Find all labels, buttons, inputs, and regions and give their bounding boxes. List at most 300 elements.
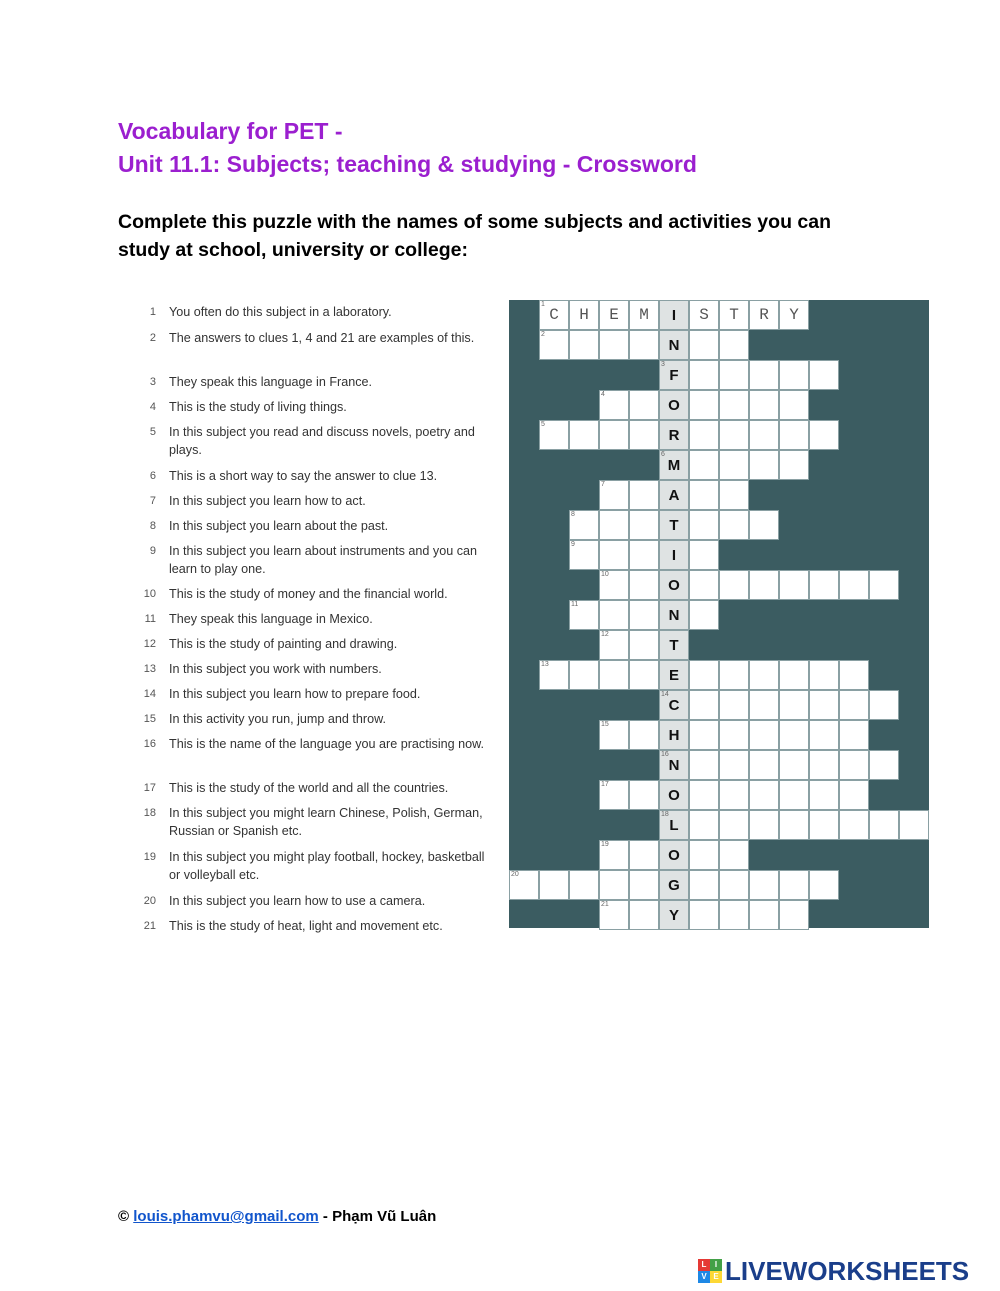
crossword-cell-vertical[interactable] [660,841,688,869]
crossword-letter [630,901,658,929]
crossword-letter [570,511,598,539]
logo-mark-square: I [710,1259,722,1271]
crossword-cell[interactable] [540,661,568,689]
crossword-cell[interactable] [720,691,748,719]
crossword-cell[interactable] [750,871,778,899]
crossword-cell[interactable] [810,781,838,809]
crossword-letter [870,751,898,779]
crossword-cell[interactable] [780,811,808,839]
crossword-cell[interactable] [870,811,898,839]
crossword-cell[interactable] [750,811,778,839]
crossword-cell[interactable] [720,571,748,599]
clue-text: In this subject you might play football, hockey, basketball or volleyball etc. [169,850,485,882]
crossword-cell[interactable] [840,781,868,809]
crossword-letter [540,871,568,899]
crossword-letter [600,331,628,359]
crossword-letter [570,661,598,689]
crossword-letter [810,421,838,449]
crossword-letter [570,871,598,899]
crossword-cell[interactable] [780,901,808,929]
crossword-cell[interactable] [600,541,628,569]
crossword-cell[interactable] [600,301,628,329]
crossword-cell[interactable] [630,481,658,509]
clue-number: 11 [144,613,156,625]
crossword-letter [720,841,748,869]
crossword-vertical-letter: I [671,547,677,564]
clue-text: The answers to clues 1, 4 and 21 are examples of this. [169,331,475,345]
crossword-cell[interactable] [690,751,718,779]
crossword-letter [780,691,808,719]
crossword-cell[interactable] [630,301,658,329]
crossword-cell-vertical[interactable] [660,421,688,449]
crossword-cell-vertical[interactable] [660,361,688,389]
crossword-cell[interactable] [540,421,568,449]
crossword-cell[interactable] [570,511,598,539]
crossword-clue-number: 15 [601,721,609,728]
crossword-cell[interactable] [570,601,598,629]
crossword-cell[interactable] [630,511,658,539]
crossword-vertical-letter: N [668,607,680,624]
crossword-cell[interactable] [870,571,898,599]
crossword-cell[interactable] [540,871,568,899]
crossword-clue-number: 16 [661,751,669,758]
crossword-cell-vertical[interactable] [660,511,688,539]
clue-number: 21 [143,920,156,932]
page-title-line-2: Unit 11.1: Subjects; teaching & studying - Crossword [118,151,697,177]
crossword-cell[interactable] [720,781,748,809]
crossword-letter [540,661,568,689]
crossword-cell[interactable] [690,841,718,869]
clue-number: 1 [149,306,156,318]
crossword-clue-number: 18 [661,811,669,818]
crossword-letter [810,721,838,749]
crossword-cell[interactable] [720,661,748,689]
clue-text: In this subject you learn about instruments and you can learn to play one. [169,544,478,576]
crossword-vertical-letter: A [668,487,680,504]
clue-text: In this subject you work with numbers. [169,662,382,676]
crossword-letter [840,781,868,809]
crossword-letter [690,361,718,389]
crossword-clue-number: 4 [601,391,605,398]
crossword-letter [570,601,598,629]
crossword-cell[interactable] [720,511,748,539]
clue-text: In this activity you run, jump and throw. [169,712,386,726]
crossword-letter: C [549,306,559,324]
crossword-letter [600,511,628,539]
crossword-letter [690,331,718,359]
crossword-cell[interactable] [750,691,778,719]
crossword-letter [720,751,748,779]
clue-text: This is the name of the language you are practising now. [169,737,485,751]
crossword-letter [900,811,928,839]
crossword-cell[interactable] [870,751,898,779]
crossword-cell-vertical[interactable] [660,301,688,329]
clue-text: This is the study of the world and all the countries. [169,781,449,795]
crossword-cell[interactable] [690,601,718,629]
crossword-cell[interactable] [810,361,838,389]
crossword-letter: M [639,306,649,324]
crossword-cell[interactable] [570,421,598,449]
crossword-cell[interactable] [570,661,598,689]
crossword-cell[interactable] [810,751,838,779]
clue-number: 3 [149,376,156,388]
crossword-cell[interactable] [600,661,628,689]
clue-text: In this subject you learn how to prepare food. [169,687,421,701]
crossword-letter [870,691,898,719]
crossword-letter [810,571,838,599]
crossword-cell[interactable] [600,781,628,809]
crossword-cell[interactable] [630,421,658,449]
crossword-cell[interactable] [600,511,628,539]
crossword-vertical-letter: N [668,757,680,774]
crossword-cell[interactable] [810,661,838,689]
crossword-letter: S [699,306,709,324]
crossword-cell[interactable] [690,781,718,809]
crossword-letter [810,751,838,779]
crossword-cell[interactable] [810,571,838,599]
crossword-cell[interactable] [630,541,658,569]
crossword-letter [780,661,808,689]
crossword-cell-vertical[interactable] [660,751,688,779]
crossword-cell[interactable] [840,571,868,599]
crossword-letter [840,811,868,839]
crossword-letter [600,601,628,629]
crossword-cell-vertical[interactable] [660,451,688,479]
crossword-cell[interactable] [780,361,808,389]
crossword-cell[interactable] [630,871,658,899]
crossword-vertical-letter: C [668,697,680,714]
crossword-letter [690,901,718,929]
crossword-cell[interactable] [750,391,778,419]
crossword-letter [570,421,598,449]
crossword-cell[interactable] [810,811,838,839]
crossword-cell[interactable] [780,451,808,479]
crossword-cell[interactable] [780,691,808,719]
crossword-letter [690,841,718,869]
crossword-cell[interactable] [810,721,838,749]
crossword-cell[interactable] [780,871,808,899]
crossword-cell[interactable] [780,721,808,749]
crossword-cell[interactable] [720,451,748,479]
crossword-vertical-letter: T [669,637,679,654]
crossword-cell[interactable] [690,421,718,449]
crossword-letter [720,451,748,479]
crossword-vertical-letter: N [668,337,680,354]
crossword-letter [720,871,748,899]
crossword-cell[interactable] [720,721,748,749]
crossword-cell[interactable] [840,661,868,689]
crossword-cell[interactable] [630,781,658,809]
crossword-cell[interactable] [630,331,658,359]
crossword-letter [600,631,628,659]
crossword-letter [630,631,658,659]
crossword-cell[interactable] [720,811,748,839]
crossword-letter [690,541,718,569]
crossword-cell-vertical[interactable] [660,391,688,419]
crossword-letter [810,661,838,689]
crossword-cell[interactable] [750,421,778,449]
crossword-cell[interactable] [750,571,778,599]
crossword-vertical-letter: F [669,367,679,384]
crossword-letter [630,661,658,689]
crossword-cell[interactable] [750,751,778,779]
crossword-cell[interactable] [570,331,598,359]
crossword-cell[interactable] [600,841,628,869]
crossword-cell-vertical[interactable] [660,781,688,809]
crossword-cell[interactable] [540,331,568,359]
crossword-cell[interactable] [750,661,778,689]
crossword-letter [720,571,748,599]
crossword-letter [690,511,718,539]
crossword-cell[interactable] [720,301,748,329]
crossword-cell[interactable] [780,661,808,689]
crossword-cell[interactable] [690,451,718,479]
crossword-cell[interactable] [720,361,748,389]
crossword-cell[interactable] [690,871,718,899]
logo-mark-square: V [698,1271,710,1283]
clue-number: 15 [143,713,156,725]
crossword-vertical-letter: T [669,517,679,534]
crossword-letter [780,721,808,749]
crossword-cell[interactable] [780,391,808,419]
crossword-letter [630,331,658,359]
crossword-vertical-letter: R [668,427,680,444]
crossword-cell[interactable] [840,751,868,779]
crossword-cell[interactable] [600,391,628,419]
clue-text: You often do this subject in a laboratory. [169,305,392,319]
crossword-cell[interactable] [630,841,658,869]
crossword-cell[interactable] [720,391,748,419]
crossword-clue-number: 9 [571,541,575,548]
crossword-cell[interactable] [600,871,628,899]
crossword-letter [630,871,658,899]
crossword-cell[interactable] [780,571,808,599]
crossword-cell-vertical[interactable] [660,871,688,899]
crossword-letter [600,421,628,449]
crossword-cell[interactable] [630,901,658,929]
crossword-letter [780,901,808,929]
crossword-cell[interactable] [780,421,808,449]
crossword-letter [690,601,718,629]
crossword-letter [600,901,628,929]
clue-number: 12 [143,638,156,650]
crossword-cell-vertical[interactable] [660,811,688,839]
crossword-vertical-letter: O [668,787,680,804]
crossword-cell[interactable] [690,571,718,599]
crossword-cell[interactable] [840,811,868,839]
crossword-letter [750,361,778,389]
crossword-cell[interactable] [690,811,718,839]
crossword-cell[interactable] [780,301,808,329]
crossword-cell-vertical[interactable] [660,691,688,719]
crossword-cell[interactable] [600,601,628,629]
crossword-letter [630,511,658,539]
crossword-clue-number: 7 [601,481,605,488]
clue-text: This is the study of heat, light and movement etc. [169,919,443,933]
crossword-cell[interactable] [570,301,598,329]
crossword-vertical-letter: O [668,847,680,864]
crossword-vertical-letter: M [667,457,681,474]
crossword-letter [630,721,658,749]
crossword-cell-vertical[interactable] [660,331,688,359]
crossword-letter [720,661,748,689]
crossword-cell[interactable] [600,331,628,359]
crossword-letter [780,421,808,449]
crossword-cell[interactable] [720,901,748,929]
crossword-cell[interactable] [630,571,658,599]
page-title-line-1: Vocabulary for PET - [118,118,343,144]
crossword-cell[interactable] [750,301,778,329]
clue-number: 17 [143,782,156,794]
crossword-cell[interactable] [600,421,628,449]
crossword-clue-number: 14 [661,691,669,698]
crossword-cell[interactable] [630,631,658,659]
crossword-cell[interactable] [750,361,778,389]
crossword-vertical-letter: Y [668,907,679,924]
crossword-cell-vertical[interactable] [660,661,688,689]
crossword-clue-number: 10 [601,571,609,578]
crossword-letter [840,661,868,689]
crossword-cell-vertical[interactable] [660,571,688,599]
crossword-cell[interactable] [720,331,748,359]
crossword-cell-vertical[interactable] [660,541,688,569]
clue-number: 18 [143,807,156,819]
crossword-letter [810,811,838,839]
crossword-vertical-letter: O [668,397,680,414]
crossword-cell[interactable] [840,721,868,749]
crossword-cell[interactable] [690,691,718,719]
crossword-cell[interactable] [870,691,898,719]
clue-text: In this subject you learn about the past. [169,519,389,533]
clue-number: 5 [149,426,156,438]
crossword-letter [720,811,748,839]
crossword-cell[interactable] [630,661,658,689]
crossword-cell[interactable] [750,451,778,479]
crossword-cell[interactable] [750,721,778,749]
clue-number: 4 [149,401,156,413]
clue-number: 7 [149,495,156,507]
crossword-letter [690,811,718,839]
crossword-letter [720,691,748,719]
crossword-letter [510,871,538,899]
clue-text: This is the study of living things. [169,400,347,414]
clue-text: In this subject you might learn Chinese, Polish, German, Russian or Spanish etc. [169,806,483,838]
crossword-cell-vertical[interactable] [660,481,688,509]
crossword-letter [690,721,718,749]
crossword-cell[interactable] [600,571,628,599]
crossword-cell[interactable] [570,871,598,899]
crossword-letter [630,421,658,449]
crossword-cell[interactable] [600,721,628,749]
clue-text: They speak this language in Mexico. [169,612,373,626]
crossword-letter [630,481,658,509]
crossword-letter [750,691,778,719]
crossword-cell[interactable] [570,541,598,569]
crossword-clue-number: 6 [661,451,665,458]
crossword-clue-number: 8 [571,511,575,518]
crossword-cell[interactable] [690,541,718,569]
crossword-cell[interactable] [510,871,538,899]
crossword-cell[interactable] [690,391,718,419]
crossword-letter [600,481,628,509]
crossword-cell[interactable] [690,301,718,329]
crossword-letter [780,781,808,809]
crossword-cell[interactable] [630,601,658,629]
crossword-cell[interactable] [690,331,718,359]
crossword-cell[interactable] [780,781,808,809]
crossword-cell[interactable] [810,871,838,899]
crossword-cell[interactable] [720,871,748,899]
crossword-cell[interactable] [720,841,748,869]
crossword-cell[interactable] [750,901,778,929]
crossword-cell-vertical[interactable] [660,721,688,749]
crossword-cell[interactable] [690,361,718,389]
clue-number: 16 [143,738,156,750]
clue-number: 13 [143,663,156,675]
crossword-letter [720,391,748,419]
clue-text: In this subject you learn how to use a camera. [169,894,426,908]
crossword-letter: E [609,306,619,324]
crossword-cell-vertical[interactable] [660,631,688,659]
crossword-cell[interactable] [630,721,658,749]
crossword-cell[interactable] [600,481,628,509]
crossword-cell[interactable] [780,751,808,779]
crossword-clue-number: 12 [601,631,609,638]
crossword-letter [600,391,628,419]
crossword-cell[interactable] [750,511,778,539]
crossword-letter [630,571,658,599]
crossword-cell[interactable] [630,391,658,419]
clue-number: 20 [143,895,156,907]
crossword-cell[interactable] [810,421,838,449]
crossword-vertical-letter: G [668,877,680,894]
crossword-cell[interactable] [690,901,718,929]
crossword-letter [780,751,808,779]
author-email-link[interactable]: louis.phamvu@gmail.com [133,1208,319,1225]
crossword-cell[interactable] [720,751,748,779]
crossword-letter [720,331,748,359]
crossword-cell[interactable] [540,301,568,329]
crossword-letter: H [579,306,589,324]
crossword-clue-number: 5 [541,421,545,428]
crossword-cell[interactable] [840,691,868,719]
crossword-letter [780,571,808,599]
crossword-letter [750,901,778,929]
crossword-cell[interactable] [810,691,838,719]
crossword-cell[interactable] [720,421,748,449]
crossword-letter [630,781,658,809]
crossword-cell-vertical[interactable] [660,901,688,929]
crossword-cell[interactable] [690,481,718,509]
crossword-cell-vertical[interactable] [660,601,688,629]
crossword-letter [750,451,778,479]
crossword-letter [600,871,628,899]
crossword-letter [600,841,628,869]
crossword-vertical-letter: H [668,727,680,744]
crossword-cell[interactable] [900,811,928,839]
crossword-cell[interactable] [690,511,718,539]
crossword-cell[interactable] [690,661,718,689]
logo-mark-square: E [710,1271,722,1283]
crossword-cell[interactable] [750,781,778,809]
crossword-cell[interactable] [600,901,628,929]
clue-number: 19 [143,851,156,863]
crossword-cell[interactable] [690,721,718,749]
crossword-cell[interactable] [720,481,748,509]
crossword-cell[interactable] [600,631,628,659]
crossword-letter [780,361,808,389]
crossword-letter [840,721,868,749]
